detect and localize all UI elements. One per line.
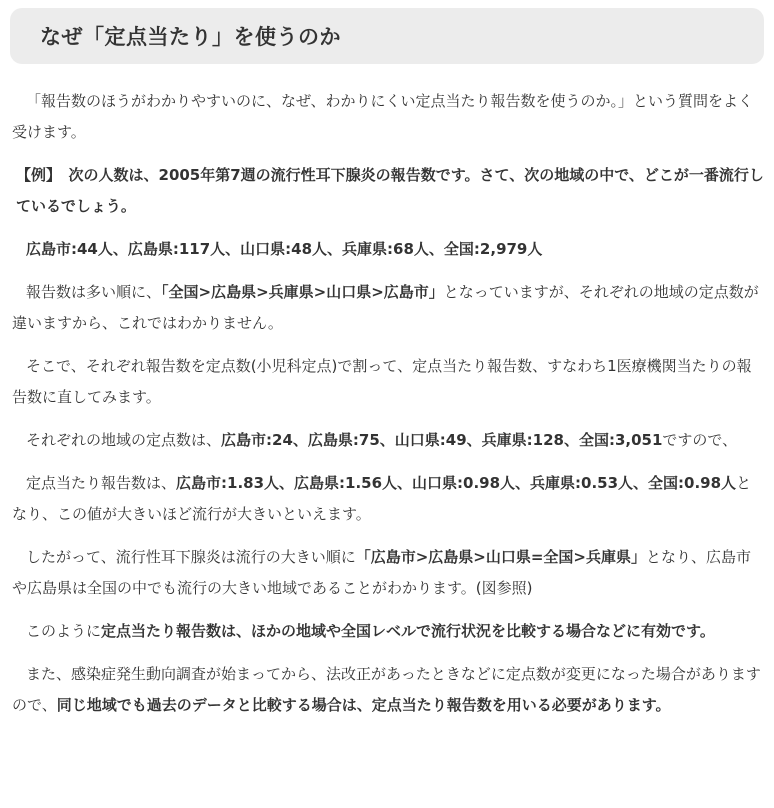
paragraph-report-counts bbox=[10, 234, 764, 265]
paragraph-conversion bbox=[10, 351, 764, 413]
conclusion-text-1: したがって、流行性耳下腺炎は流行の大きい順に bbox=[26, 548, 356, 566]
section-title: なぜ「定点当たり」を使うのか bbox=[40, 25, 341, 49]
paragraph-sentinel-counts bbox=[10, 425, 764, 456]
conclusion-bold: 「広島市>広島県>山口県=全国>兵庫県」 bbox=[355, 548, 646, 566]
paragraph-example bbox=[10, 160, 764, 222]
sentinel-text-2: ですので、 bbox=[662, 431, 738, 449]
per-sentinel-bold: 広島市:1.83人、広島県:1.56人、山口県:0.98人、兵庫県:0.53人、全国:0.98人 bbox=[176, 474, 737, 492]
usefulness-text-1: このように bbox=[26, 622, 102, 640]
ranking-text-2: となっていますが、それぞれの地域の定点数が違いますから、これではわかりません。 bbox=[12, 283, 759, 332]
section-heading-box bbox=[10, 8, 764, 64]
past-data-bold: 同じ地域でも過去のデータと比較する場合は、定点当たり報告数を用いる必要があります。 bbox=[56, 696, 671, 714]
example-text: 【例】 次の人数は、2005年第7週の流行性耳下腺炎の報告数です。さて、次の地域の中で、どこが一番流行しているでしょう。 bbox=[16, 166, 764, 215]
paragraph-usefulness bbox=[10, 616, 764, 647]
report-counts-text: 広島市:44人、広島県:117人、山口県:48人、兵庫県:68人、全国:2,979人 bbox=[26, 240, 543, 258]
ranking-bold: 「全国>広島県>兵庫県>山口県>広島市」 bbox=[161, 283, 444, 301]
paragraph-past-data bbox=[10, 659, 764, 721]
usefulness-bold: 定点当たり報告数は、ほかの地域や全国レベルで流行状況を比較する場合などに有効です。 bbox=[101, 622, 715, 640]
paragraph-question bbox=[10, 86, 764, 148]
sentinel-text-1: それぞれの地域の定点数は、 bbox=[26, 431, 222, 449]
conclusion-text-2: となり、広島市や広島県は全国の中でも流行の大きい地域であることがわかります。(図参照) bbox=[12, 548, 751, 597]
paragraph-per-sentinel bbox=[10, 468, 764, 530]
conversion-text: そこで、それぞれ報告数を定点数(小児科定点)で割って、定点当たり報告数、すなわち1医療機関当たりの報告数に直してみます。 bbox=[12, 357, 752, 406]
sentinel-bold: 広島市:24、広島県:75、山口県:49、兵庫県:128、全国:3,051 bbox=[221, 431, 663, 449]
article bbox=[0, 8, 774, 808]
ranking-text-1: 報告数は多い順に、 bbox=[26, 283, 162, 301]
per-sentinel-text-1: 定点当たり報告数は、 bbox=[26, 474, 177, 492]
paragraph-ranking bbox=[10, 277, 764, 339]
paragraph-question-text: 「報告数のほうがわかりやすいのに、なぜ、わかりにくい定点当たり報告数を使うのか。」という質問をよく受けます。 bbox=[12, 92, 754, 141]
past-data-text-1: また、感染症発生動向調査が始まってから、法改正があったときなどに定点数が変更になった場合がありますので、 bbox=[12, 665, 761, 714]
paragraph-conclusion bbox=[10, 542, 764, 604]
per-sentinel-text-2: となり、この値が大きいほど流行が大きいといえます。 bbox=[12, 474, 752, 523]
